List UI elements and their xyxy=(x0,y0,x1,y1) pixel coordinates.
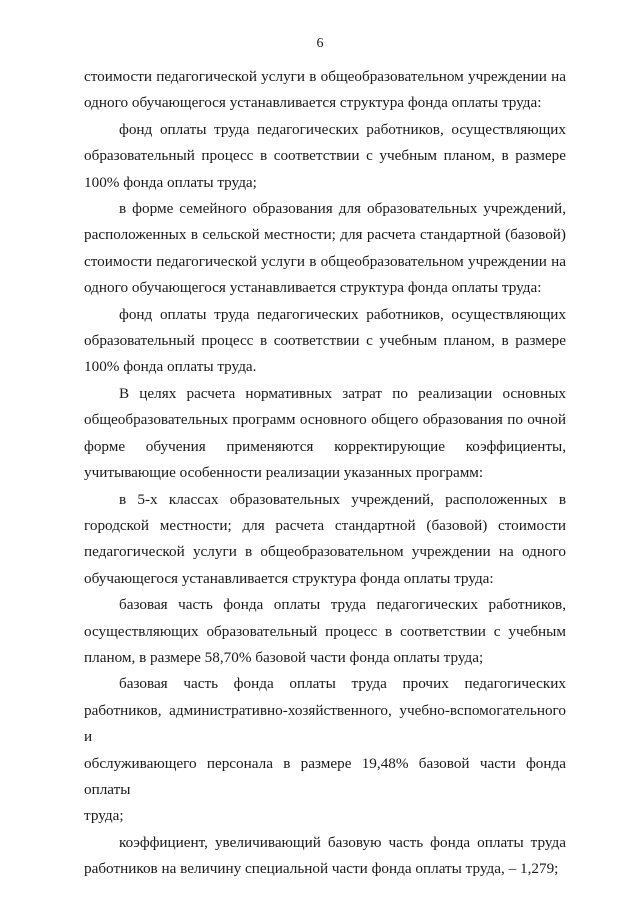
text-line: обучающегося устанавливается структура фонда оплаты труда: xyxy=(84,569,494,587)
text-line: базовая часть фонда оплаты труда прочих педагогических xyxy=(119,675,566,693)
text-line: работников, административно-хозяйственного, учебно-вспомогательного и xyxy=(84,701,566,746)
text-line: 100% фонда оплаты труда. xyxy=(84,358,257,376)
text-line: стоимости педагогической услуги в общеобразовательном учреждении на xyxy=(84,252,566,270)
text-line: планом, в размере 58,70% базовой части фонда оплаты труда; xyxy=(84,648,484,666)
text-line: общеобразовательных программ основного общего образования по очной xyxy=(84,411,566,429)
text-line: форме обучения применяются корректирующие коэффициенты, xyxy=(84,437,566,455)
text-line: работников на величину специальной части фонда оплаты труда, – 1,279; xyxy=(84,860,559,878)
text-line: образовательный процесс в соответствии с учебным планом, в размере xyxy=(84,332,566,350)
text-line: базовая часть фонда оплаты труда педагогических работников, xyxy=(119,596,566,614)
text-line: учитывающие особенности реализации указанных программ: xyxy=(84,464,484,482)
text-line: педагогической услуги в общеобразовательном учреждении на одного xyxy=(84,543,566,561)
text-line: 100% фонда оплаты труда; xyxy=(84,173,257,191)
text-line: расположенных в сельской местности; для расчета стандартной (базовой) xyxy=(84,226,566,244)
text-line: осуществляющих образовательный процесс в соответствии с учебным xyxy=(84,622,566,640)
text-line: одного обучающегося устанавливается структура фонда оплаты труда: xyxy=(84,94,542,112)
text-line: в 5-х классах образовательных учреждений, расположенных в xyxy=(119,490,566,508)
text-line: фонд оплаты труда педагогических работников, осуществляющих xyxy=(119,305,566,323)
text-line: труда; xyxy=(84,807,124,825)
text-line: одного обучающегося устанавливается структура фонда оплаты труда: xyxy=(84,279,542,297)
text-line: коэффициент, увеличивающий базовую часть фонда оплаты труда xyxy=(119,833,566,851)
text-line: стоимости педагогической услуги в общеобразовательном учреждении на xyxy=(84,68,566,85)
page-number: 6 xyxy=(316,36,324,51)
document-body xyxy=(84,64,566,883)
text-line: фонд оплаты труда педагогических работников, осуществляющих xyxy=(119,120,566,138)
text-line: В целях расчета нормативных затрат по реализации основных xyxy=(119,384,566,402)
text-line: в форме семейного образования для образовательных учреждений, xyxy=(119,200,566,218)
text-line: городской местности; для расчета стандартной (базовой) стоимости xyxy=(84,516,566,534)
text-line: обслуживающего персонала в размере 19,48% базовой части фонда оплаты xyxy=(84,754,566,798)
text-line: образовательный процесс в соответствии с учебным планом, в размере xyxy=(84,147,566,165)
